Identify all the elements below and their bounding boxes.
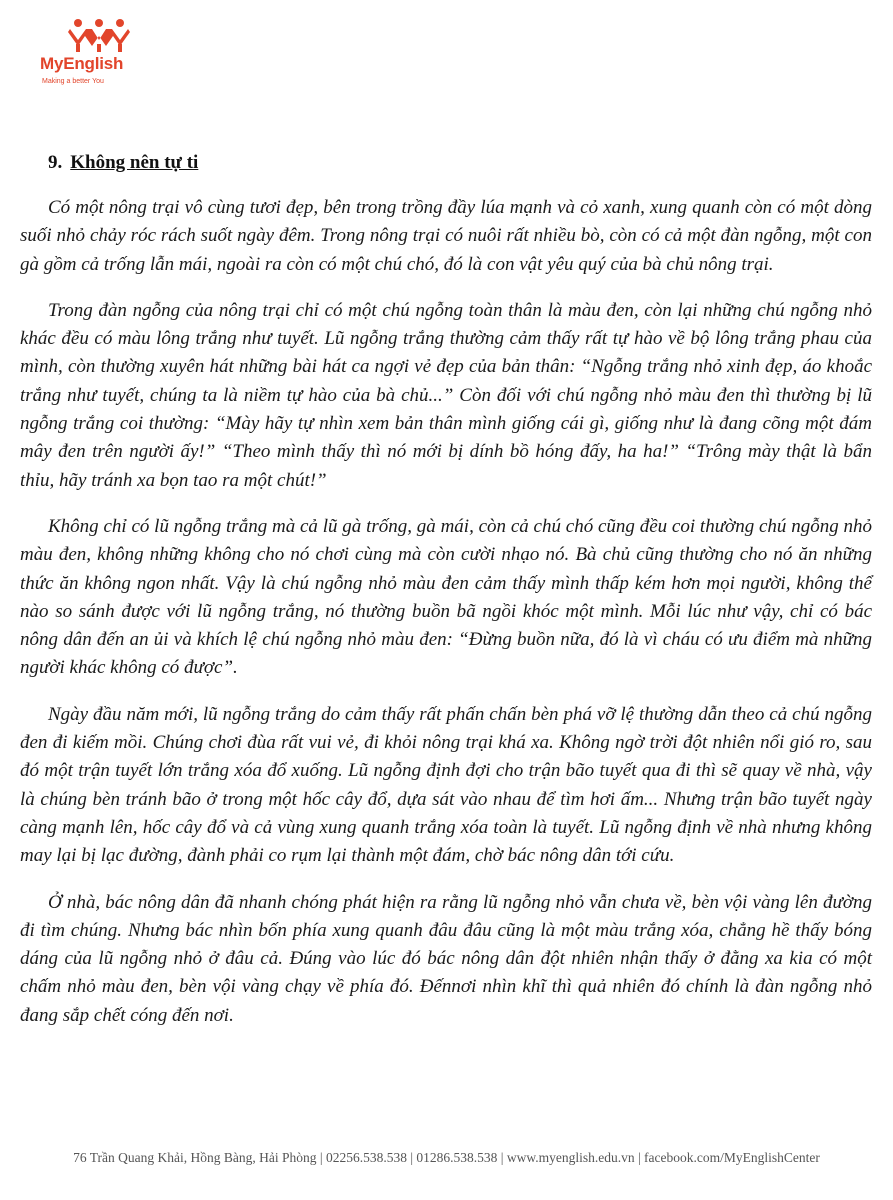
logo-tagline: Making a better You — [42, 78, 104, 85]
paragraph: Ngày đầu năm mới, lũ ngỗng trắng do cảm thấy rất phấn chấn bèn phá vỡ lệ thường dẫn theo cả chú ngỗng đen đi kiếm mồi. Chúng chơi đùa rất vui vẻ, đi khỏi nông trại khá xa. Không ngờ trời đột nhiên nổi gió ro, sau đó một trận tuyết lớn trắng xóa đổ xuống. Lũ ngỗng định đợi cho trận bão tuyết qua đi thì sẽ quay về nhà, vậy là chúng bèn tránh bão ở trong một hốc cây đổ, dựa sát vào nhau để tìm hơi ấm... Nhưng trận bão tuyết ngày càng mạnh lên, hốc cây đổ và cả vùng xung quanh trắng xóa toàn là tuyết. Lũ ngỗng định về nhà nhưng không may lại bị lạc đường, đành phải co rụm lại thành một đám, chờ bác nông dân tới cứu. — [20, 703, 872, 867]
paragraph: Có một nông trại vô cùng tươi đẹp, bên trong trồng đầy lúa mạnh và cỏ xanh, xung quanh còn có một dòng suối nhỏ chảy róc rách suốt ngày đêm. Trong nông trại có nuôi rất nhiều bò, còn có cả một đàn ngỗng, một con gà gồm cả trống lẫn mái, ngoài ra còn có một chú chó, đó là con vật yêu quý của bà chủ nông trại. — [20, 197, 872, 275]
paragraph: Trong đàn ngỗng của nông trại chỉ có một chú ngỗng toàn thân là màu đen, còn lại những chú ngỗng nhỏ khác đều có màu lông trắng như tuyết. Lũ ngỗng trắng thường cảm thấy rất tự hào về bộ lông trắng phau của mình, còn thường xuyên hát những bài hát ca ngợi vẻ đẹp của bản thân: “Ngỗng trắng nhỏ xinh đẹp, áo khoắc trắng như tuyết, chúng ta là niềm tự hào của bà chủ...” Còn đối với chú ngỗng nhỏ màu đen thì thường bị lũ ngỗng trắng coi thường: “Mày hãy tự nhìn xem bản thân mình giống cái gì, giống như là đang cõng một đám mây đen trên người ấy!” “Theo mình thấy thì nó mới bị dính bồ hóng đấy, ha ha!” “Trông mày thật là bẩn thỉu, hãy tránh xa bọn tao ra một chút!” — [20, 299, 872, 491]
brand-logo — [40, 18, 160, 98]
logo-name: MyEnglish — [40, 54, 124, 73]
people-logo-icon — [68, 18, 130, 52]
paragraph: Không chỉ có lũ ngỗng trắng mà cả lũ gà trống, gà mái, còn cả chú chó cũng đều coi thường chú ngỗng nhỏ màu đen, không những không cho nó chơi cùng mà còn cười nhạo nó. Bà chủ cũng thường cho nó ăn những thức ăn không ngon nhất. Vậy là chú ngỗng nhỏ màu đen cảm thấy mình thấp kém hơn mọi người, không thể nào so sánh được với lũ ngỗng trắng, nó thường buồn bã ngồi khóc một mình. Mỗi lúc như vậy, chỉ có bác nông dân đến an ủi và khích lệ chú ngỗng nhỏ màu đen: “Đừng buồn nữa, đó là vì cháu có ưu điểm mà những người khác không có được”. — [20, 515, 872, 679]
paragraph: Ở nhà, bác nông dân đã nhanh chóng phát hiện ra rằng lũ ngỗng nhỏ vẫn chưa về, bèn vội vàng lên đường đi tìm chúng. Nhưng bác nhìn bốn phía xung quanh đâu đâu cũng là một màu trắng xóa, chẳng hề thấy bóng dáng của lũ ngỗng nhỏ ở đâu cả. Đúng vào lúc đó bác nông dân đột nhiên nhận thấy ở đằng xa kia có một chấm nhỏ màu đen, bèn vội vàng chạy về phía đó. Đếnnơi nhìn khĩ thì quả nhiên đó chính là đàn ngỗng nhỏ đang sắp chết cóng đến nơi. — [20, 891, 872, 1026]
story-body — [20, 194, 872, 1048]
page-footer: 76 Trần Quang Khải, Hồng Bàng, Hải Phòng | 02256.538.538 | 01286.538.538 | www.myenglish.edu.vn | facebook.com/MyEnglishCenter — [73, 1150, 820, 1165]
section-number: 9. — [48, 152, 63, 173]
section-heading — [48, 152, 198, 174]
section-title: Không nên tự ti — [70, 152, 199, 173]
